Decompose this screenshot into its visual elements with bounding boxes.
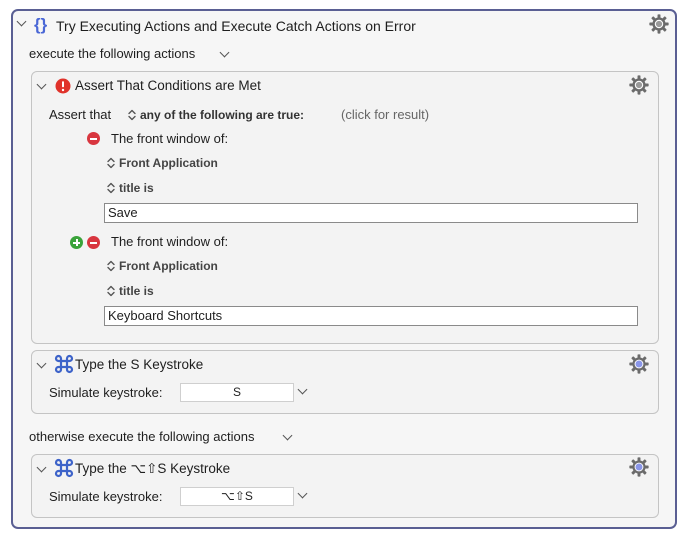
gear-icon[interactable] (648, 13, 670, 35)
up-down-arrows-icon[interactable] (107, 285, 115, 297)
assert-mode-select[interactable]: any of the following are true: (140, 108, 305, 122)
gear-icon[interactable] (628, 456, 650, 478)
condition-value-field[interactable]: Keyboard Shortcuts (104, 306, 638, 326)
execute-label: execute the following actions (29, 46, 196, 61)
application-select[interactable]: Front Application (119, 156, 218, 170)
up-down-arrows-icon[interactable] (128, 109, 136, 121)
condition-label: The front window of: (111, 234, 229, 249)
keystroke-action-title[interactable]: Type the ⌥⇧S Keystroke (75, 461, 231, 476)
command-icon (54, 354, 74, 374)
error-icon (55, 78, 71, 94)
condition-label: The front window of: (111, 131, 229, 146)
gear-icon[interactable] (628, 353, 650, 375)
gear-icon[interactable] (628, 74, 650, 96)
simulate-keystroke-label: Simulate keystroke: (49, 489, 163, 504)
command-icon (54, 458, 74, 478)
assert-that-label: Assert that (49, 107, 112, 122)
remove-condition-icon[interactable] (87, 132, 100, 145)
up-down-arrows-icon[interactable] (107, 260, 115, 272)
try-action-title[interactable]: Try Executing Actions and Execute Catch Actions on Error (56, 18, 416, 34)
otherwise-label: otherwise execute the following actions (29, 429, 255, 444)
remove-condition-icon[interactable] (87, 236, 100, 249)
add-condition-icon[interactable] (70, 236, 83, 249)
up-down-arrows-icon[interactable] (107, 157, 115, 169)
simulate-keystroke-label: Simulate keystroke: (49, 385, 163, 400)
match-type-select[interactable]: title is (119, 181, 154, 195)
up-down-arrows-icon[interactable] (107, 182, 115, 194)
keystroke-field[interactable]: ⌥⇧S (180, 487, 294, 506)
keystroke-field[interactable]: S (180, 383, 294, 402)
application-select[interactable]: Front Application (119, 259, 218, 273)
match-type-select[interactable]: title is (119, 284, 154, 298)
result-link[interactable]: (click for result) (341, 107, 430, 122)
keystroke-action-title[interactable]: Type the S Keystroke (75, 357, 204, 372)
condition-value-field[interactable]: Save (104, 203, 638, 223)
braces-icon: {} (34, 15, 48, 34)
assert-action-title[interactable]: Assert That Conditions are Met (75, 78, 261, 93)
